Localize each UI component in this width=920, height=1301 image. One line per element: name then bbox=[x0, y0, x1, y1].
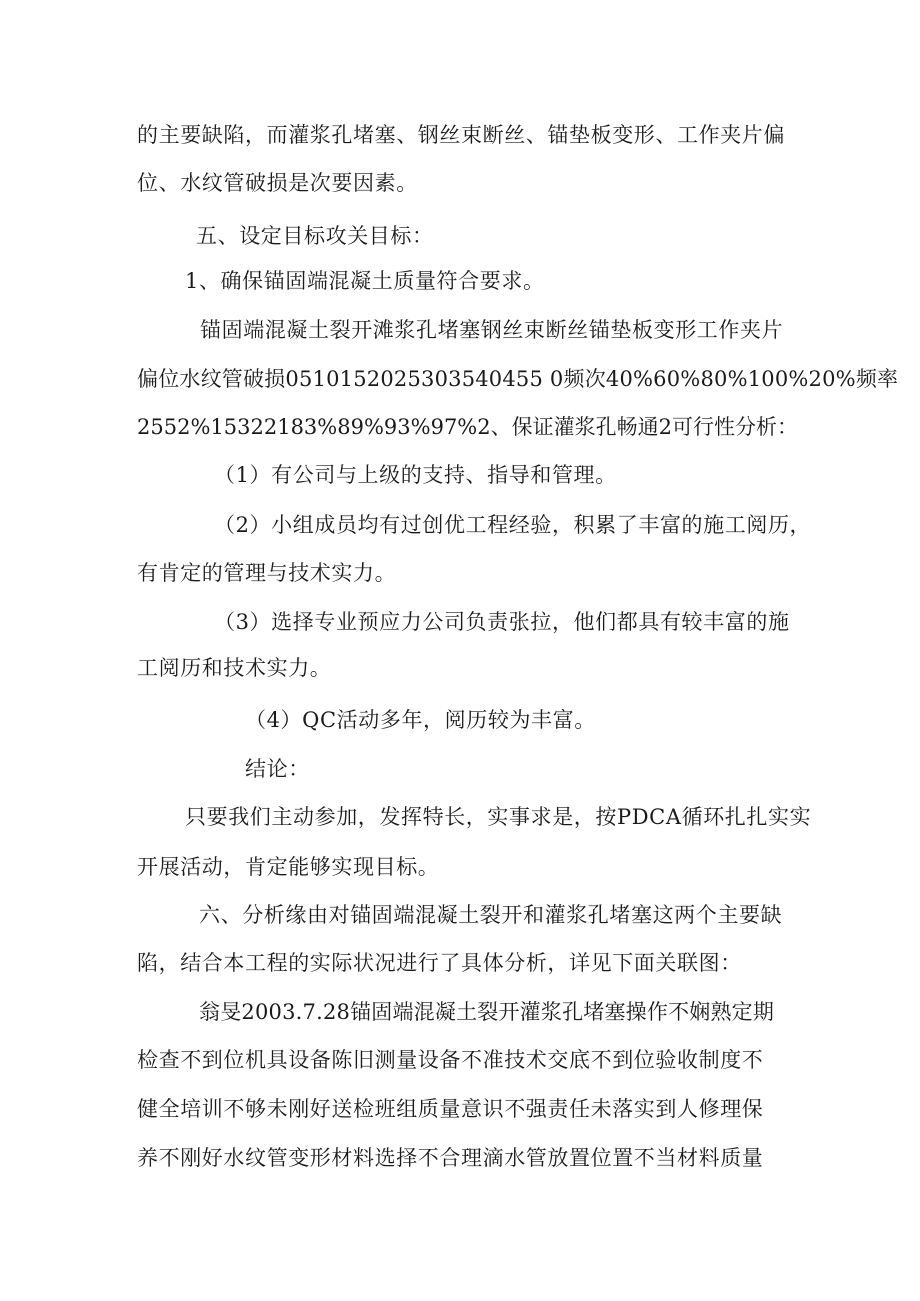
section-heading: 六、分析缘由对锚固端混凝土裂开和灌浆孔堵塞这两个主要缺 bbox=[199, 903, 783, 927]
text-line: 养不刚好水纹管变形材料选择不合理滴水管放置位置不当材料质量 bbox=[137, 1146, 764, 1170]
goal-item: 1、确保锚固端混凝土质量符合要求。 bbox=[185, 269, 545, 293]
section-heading: 五、设定目标攻关目标： bbox=[196, 224, 434, 248]
text-line: 2552%15322183%89%93%97%2、保证灌浆孔畅通2可行性分析： bbox=[137, 415, 798, 439]
text-line: 开展活动，肯定能够实现目标。 bbox=[137, 855, 440, 879]
conclusion-heading: 结论： bbox=[245, 757, 310, 781]
list-item: （4）QC活动多年，阅历较为丰富。 bbox=[245, 708, 596, 732]
text-line: 陷，结合本工程的实际状况进行了具体分析，详见下面关联图： bbox=[137, 951, 742, 975]
list-item: （1）有公司与上级的支持、指导和管理。 bbox=[214, 463, 617, 487]
text-line: 健全培训不够未刚好送检班组质量意识不强责任未落实到人修理保 bbox=[137, 1097, 764, 1121]
text-line: 翁旻2003.7.28锚固端混凝土裂开灌浆孔堵塞操作不娴熟定期 bbox=[199, 1000, 775, 1024]
list-item: （2）小组成员均有过创优工程经验，积累了丰富的施工阅历， bbox=[214, 513, 812, 537]
text-line: 检查不到位机具设备陈旧测量设备不准技术交底不到位验收制度不 bbox=[137, 1048, 764, 1072]
text-line: 有肯定的管理与技术实力。 bbox=[137, 561, 397, 585]
list-item: （3）选择专业预应力公司负责张拉，他们都具有较丰富的施 bbox=[214, 610, 790, 634]
text-line: 锚固端混凝土裂开滩浆孔堵塞钢丝束断丝锚垫板变形工作夹片 bbox=[200, 318, 784, 342]
text-line: 偏位水纹管破损0510152025303540455 0频次40%60%80%100%20%频率 bbox=[137, 367, 899, 391]
text-line: 工阅历和技术实力。 bbox=[137, 656, 332, 680]
text-line: 只要我们主动参加，发挥特长，实事求是，按PDCA循环扎扎实实 bbox=[185, 805, 812, 829]
text-line: 位、水纹管破损是次要因素。 bbox=[137, 171, 418, 195]
text-line: 的主要缺陷，而灌浆孔堵塞、钢丝束断丝、锚垫板变形、工作夹片偏 bbox=[137, 123, 785, 147]
